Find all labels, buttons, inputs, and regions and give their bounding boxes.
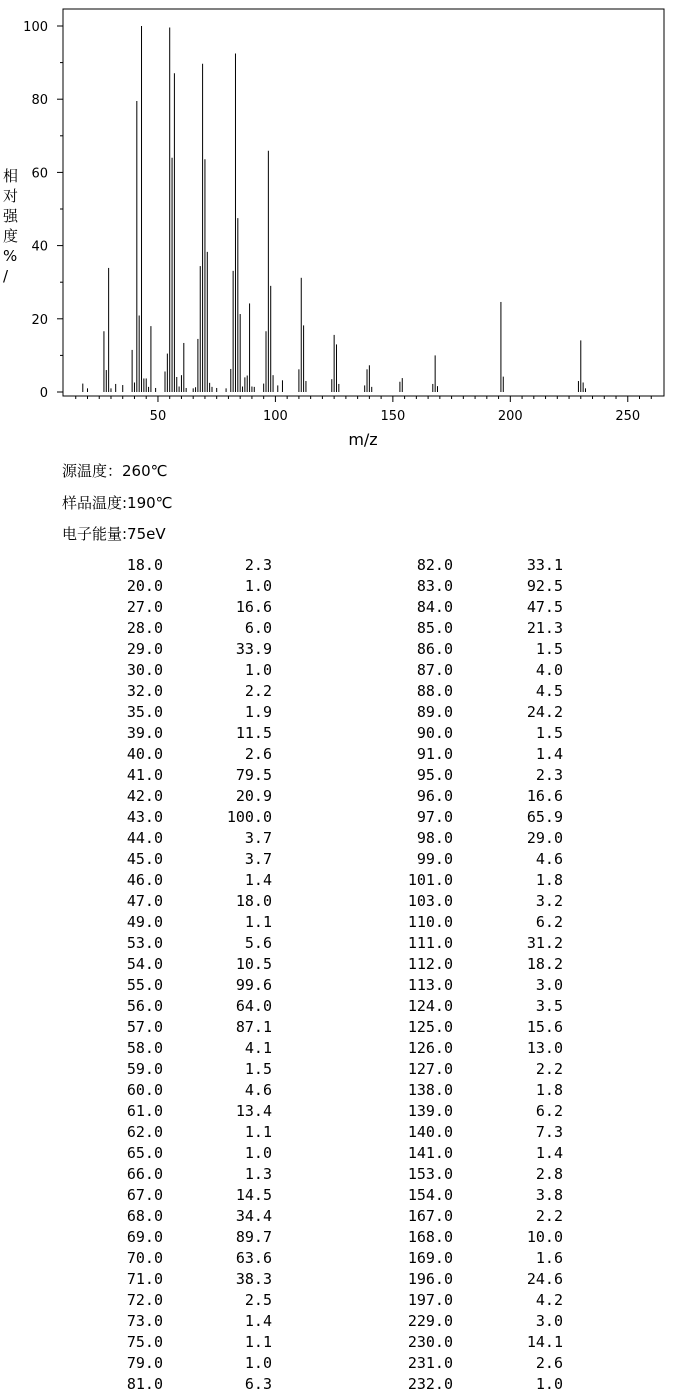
intensity-value: 64.0 [235, 997, 272, 1015]
mz-value: 35.0 [126, 703, 163, 721]
intensity-value: 20.9 [235, 787, 272, 805]
mz-value: 230.0 [407, 1333, 453, 1351]
mz-value: 168.0 [407, 1228, 453, 1246]
mz-value: 20.0 [126, 577, 163, 595]
mz-value: 56.0 [126, 997, 163, 1015]
mz-value: 88.0 [416, 682, 453, 700]
mz-value: 103.0 [407, 892, 453, 910]
mz-value: 67.0 [126, 1186, 163, 1204]
mz-value: 125.0 [407, 1018, 453, 1036]
intensity-value: 2.8 [535, 1165, 563, 1183]
intensity-value: 1.4 [244, 1312, 272, 1330]
intensity-value: 1.4 [535, 1144, 563, 1162]
intensity-value: 11.5 [235, 724, 272, 742]
mz-value: 68.0 [126, 1207, 163, 1225]
intensity-value: 3.0 [535, 1312, 563, 1330]
mz-value: 72.0 [126, 1291, 163, 1309]
mz-value: 111.0 [407, 934, 453, 952]
mz-value: 139.0 [407, 1102, 453, 1120]
intensity-value: 4.0 [535, 661, 563, 679]
intensity-value: 87.1 [235, 1018, 272, 1036]
x-axis-label: m/z [348, 430, 378, 449]
mz-value: 55.0 [126, 976, 163, 994]
mz-value: 96.0 [416, 787, 453, 805]
intensity-value: 5.6 [244, 934, 272, 952]
mz-value: 81.0 [126, 1375, 163, 1393]
intensity-value: 6.2 [535, 1102, 563, 1120]
intensity-value: 16.6 [235, 598, 272, 616]
mz-value: 75.0 [126, 1333, 163, 1351]
intensity-value: 1.0 [244, 577, 272, 595]
intensity-value: 29.0 [526, 829, 563, 847]
mz-value: 138.0 [407, 1081, 453, 1099]
intensity-value: 99.6 [235, 976, 272, 994]
x-tick-label: 200 [497, 409, 523, 424]
intensity-value: 1.0 [244, 1144, 272, 1162]
mz-value: 91.0 [416, 745, 453, 763]
intensity-value: 18.0 [235, 892, 272, 910]
y-axis-label-char: 相 [3, 167, 19, 185]
mz-value: 124.0 [407, 997, 453, 1015]
y-axis-label-char: % [3, 247, 18, 265]
plot-frame [63, 9, 664, 396]
y-axis-label-char: / [3, 267, 9, 285]
mz-value: 58.0 [126, 1039, 163, 1057]
mz-value: 49.0 [126, 913, 163, 931]
intensity-value: 3.0 [535, 976, 563, 994]
intensity-value: 4.6 [535, 850, 563, 868]
mz-value: 47.0 [126, 892, 163, 910]
electron-energy: 电子能量:75eV [62, 525, 166, 543]
mz-value: 30.0 [126, 661, 163, 679]
y-axis-label-char: 度 [3, 227, 19, 245]
intensity-value: 6.0 [244, 619, 272, 637]
y-tick-label: 80 [31, 93, 48, 109]
intensity-value: 65.9 [526, 808, 563, 826]
y-tick-label: 20 [31, 312, 48, 328]
mz-value: 196.0 [407, 1270, 453, 1288]
y-tick-label: 100 [23, 20, 48, 35]
intensity-value: 10.5 [235, 955, 272, 973]
intensity-value: 1.5 [535, 640, 563, 658]
mz-value: 99.0 [416, 850, 453, 868]
mz-value: 53.0 [126, 934, 163, 952]
mz-value: 43.0 [126, 808, 163, 826]
intensity-value: 1.5 [244, 1060, 272, 1078]
intensity-value: 1.1 [244, 1123, 272, 1141]
mz-value: 97.0 [416, 808, 453, 826]
intensity-value: 1.0 [244, 661, 272, 679]
intensity-value: 1.3 [244, 1165, 272, 1183]
mz-value: 73.0 [126, 1312, 163, 1330]
mz-value: 141.0 [407, 1144, 453, 1162]
mz-value: 169.0 [407, 1249, 453, 1267]
y-axis-ticks [23, 20, 63, 401]
mz-value: 85.0 [416, 619, 453, 637]
mz-value: 41.0 [126, 766, 163, 784]
intensity-value: 4.1 [244, 1039, 272, 1057]
intensity-value: 6.2 [535, 913, 563, 931]
mz-value: 61.0 [126, 1102, 163, 1120]
mz-value: 42.0 [126, 787, 163, 805]
intensity-value: 2.2 [535, 1207, 563, 1225]
mz-value: 231.0 [407, 1354, 453, 1372]
intensity-value: 1.6 [535, 1249, 563, 1267]
intensity-value: 34.4 [235, 1207, 272, 1225]
intensity-value: 14.1 [526, 1333, 563, 1351]
intensity-value: 3.5 [535, 997, 563, 1015]
mz-value: 86.0 [416, 640, 453, 658]
intensity-value: 7.3 [535, 1123, 563, 1141]
intensity-value: 2.5 [244, 1291, 272, 1309]
intensity-value: 3.2 [535, 892, 563, 910]
intensity-value: 3.7 [244, 829, 272, 847]
intensity-value: 4.5 [535, 682, 563, 700]
intensity-value: 92.5 [526, 577, 563, 595]
mz-value: 110.0 [407, 913, 453, 931]
intensity-value: 1.4 [244, 871, 272, 889]
intensity-value: 79.5 [235, 766, 272, 784]
mz-value: 154.0 [407, 1186, 453, 1204]
mz-value: 62.0 [126, 1123, 163, 1141]
intensity-value: 2.6 [244, 745, 272, 763]
mz-value: 84.0 [416, 598, 453, 616]
mz-value: 126.0 [407, 1039, 453, 1057]
spectrum-bars [83, 26, 586, 392]
intensity-value: 1.8 [535, 1081, 563, 1099]
intensity-value: 15.6 [526, 1018, 563, 1036]
mz-value: 29.0 [126, 640, 163, 658]
y-tick-label: 0 [39, 386, 48, 401]
mz-value: 197.0 [407, 1291, 453, 1309]
mz-value: 57.0 [126, 1018, 163, 1036]
intensity-value: 47.5 [526, 598, 563, 616]
mz-value: 28.0 [126, 619, 163, 637]
mz-value: 98.0 [416, 829, 453, 847]
y-axis-label [3, 167, 19, 285]
mass-spectrum-chart [0, 0, 680, 455]
mz-value: 140.0 [407, 1123, 453, 1141]
intensity-value: 2.3 [535, 766, 563, 784]
mz-value: 82.0 [416, 556, 453, 574]
intensity-value: 4.6 [244, 1081, 272, 1099]
mz-value: 70.0 [126, 1249, 163, 1267]
mz-value: 59.0 [126, 1060, 163, 1078]
intensity-value: 4.2 [535, 1291, 563, 1309]
mz-value: 69.0 [126, 1228, 163, 1246]
mz-value: 127.0 [407, 1060, 453, 1078]
x-tick-label: 50 [149, 409, 167, 424]
mz-value: 101.0 [407, 871, 453, 889]
y-axis-label-char: 强 [3, 207, 19, 225]
mz-value: 113.0 [407, 976, 453, 994]
intensity-value: 1.0 [535, 1375, 563, 1393]
intensity-value: 24.2 [526, 703, 563, 721]
x-tick-label: 250 [615, 409, 641, 424]
intensity-value: 13.4 [235, 1102, 272, 1120]
source-temperature: 源温度：260℃ [62, 462, 168, 480]
intensity-value: 1.5 [535, 724, 563, 742]
y-tick-label: 40 [31, 239, 48, 255]
intensity-value: 2.3 [244, 556, 272, 574]
mz-value: 112.0 [407, 955, 453, 973]
intensity-value: 2.6 [535, 1354, 563, 1372]
intensity-value: 1.1 [244, 913, 272, 931]
intensity-value: 89.7 [235, 1228, 272, 1246]
mz-value: 232.0 [407, 1375, 453, 1393]
mz-value: 229.0 [407, 1312, 453, 1330]
intensity-value: 1.4 [535, 745, 563, 763]
mz-value: 44.0 [126, 829, 163, 847]
intensity-value: 31.2 [526, 934, 563, 952]
x-tick-label: 100 [262, 409, 288, 424]
mz-value: 89.0 [416, 703, 453, 721]
intensity-value: 1.8 [535, 871, 563, 889]
intensity-value: 2.2 [535, 1060, 563, 1078]
intensity-value: 13.0 [526, 1039, 563, 1057]
mz-value: 32.0 [126, 682, 163, 700]
intensity-value: 2.2 [244, 682, 272, 700]
mz-value: 87.0 [416, 661, 453, 679]
intensity-value: 14.5 [235, 1186, 272, 1204]
intensity-value: 1.1 [244, 1333, 272, 1351]
mz-value: 39.0 [126, 724, 163, 742]
mz-value: 83.0 [416, 577, 453, 595]
intensity-value: 10.0 [526, 1228, 563, 1246]
mz-value: 46.0 [126, 871, 163, 889]
intensity-value: 18.2 [526, 955, 563, 973]
mz-value: 45.0 [126, 850, 163, 868]
mz-value: 18.0 [126, 556, 163, 574]
intensity-value: 3.7 [244, 850, 272, 868]
intensity-value: 33.9 [235, 640, 272, 658]
x-axis-ticks [76, 396, 652, 424]
intensity-value: 1.0 [244, 1354, 272, 1372]
mz-value: 60.0 [126, 1081, 163, 1099]
x-tick-label: 150 [380, 409, 406, 424]
mz-value: 90.0 [416, 724, 453, 742]
mz-value: 79.0 [126, 1354, 163, 1372]
mz-value: 167.0 [407, 1207, 453, 1225]
y-tick-label: 60 [31, 166, 48, 182]
intensity-value: 63.6 [235, 1249, 272, 1267]
intensity-value: 6.3 [244, 1375, 272, 1393]
sample-temperature: 样品温度:190℃ [62, 494, 173, 512]
mz-value: 71.0 [126, 1270, 163, 1288]
mz-value: 153.0 [407, 1165, 453, 1183]
intensity-value: 16.6 [526, 787, 563, 805]
intensity-value: 1.9 [244, 703, 272, 721]
mz-value: 27.0 [126, 598, 163, 616]
intensity-value: 24.6 [526, 1270, 563, 1288]
mz-value: 95.0 [416, 766, 453, 784]
intensity-value: 38.3 [235, 1270, 272, 1288]
mz-value: 54.0 [126, 955, 163, 973]
y-axis-label-char: 对 [3, 187, 19, 205]
intensity-value: 100.0 [226, 808, 272, 826]
mz-value: 65.0 [126, 1144, 163, 1162]
intensity-value: 21.3 [526, 619, 563, 637]
intensity-value: 33.1 [526, 556, 563, 574]
intensity-value: 3.8 [535, 1186, 563, 1204]
mz-value: 40.0 [126, 745, 163, 763]
mz-value: 66.0 [126, 1165, 163, 1183]
